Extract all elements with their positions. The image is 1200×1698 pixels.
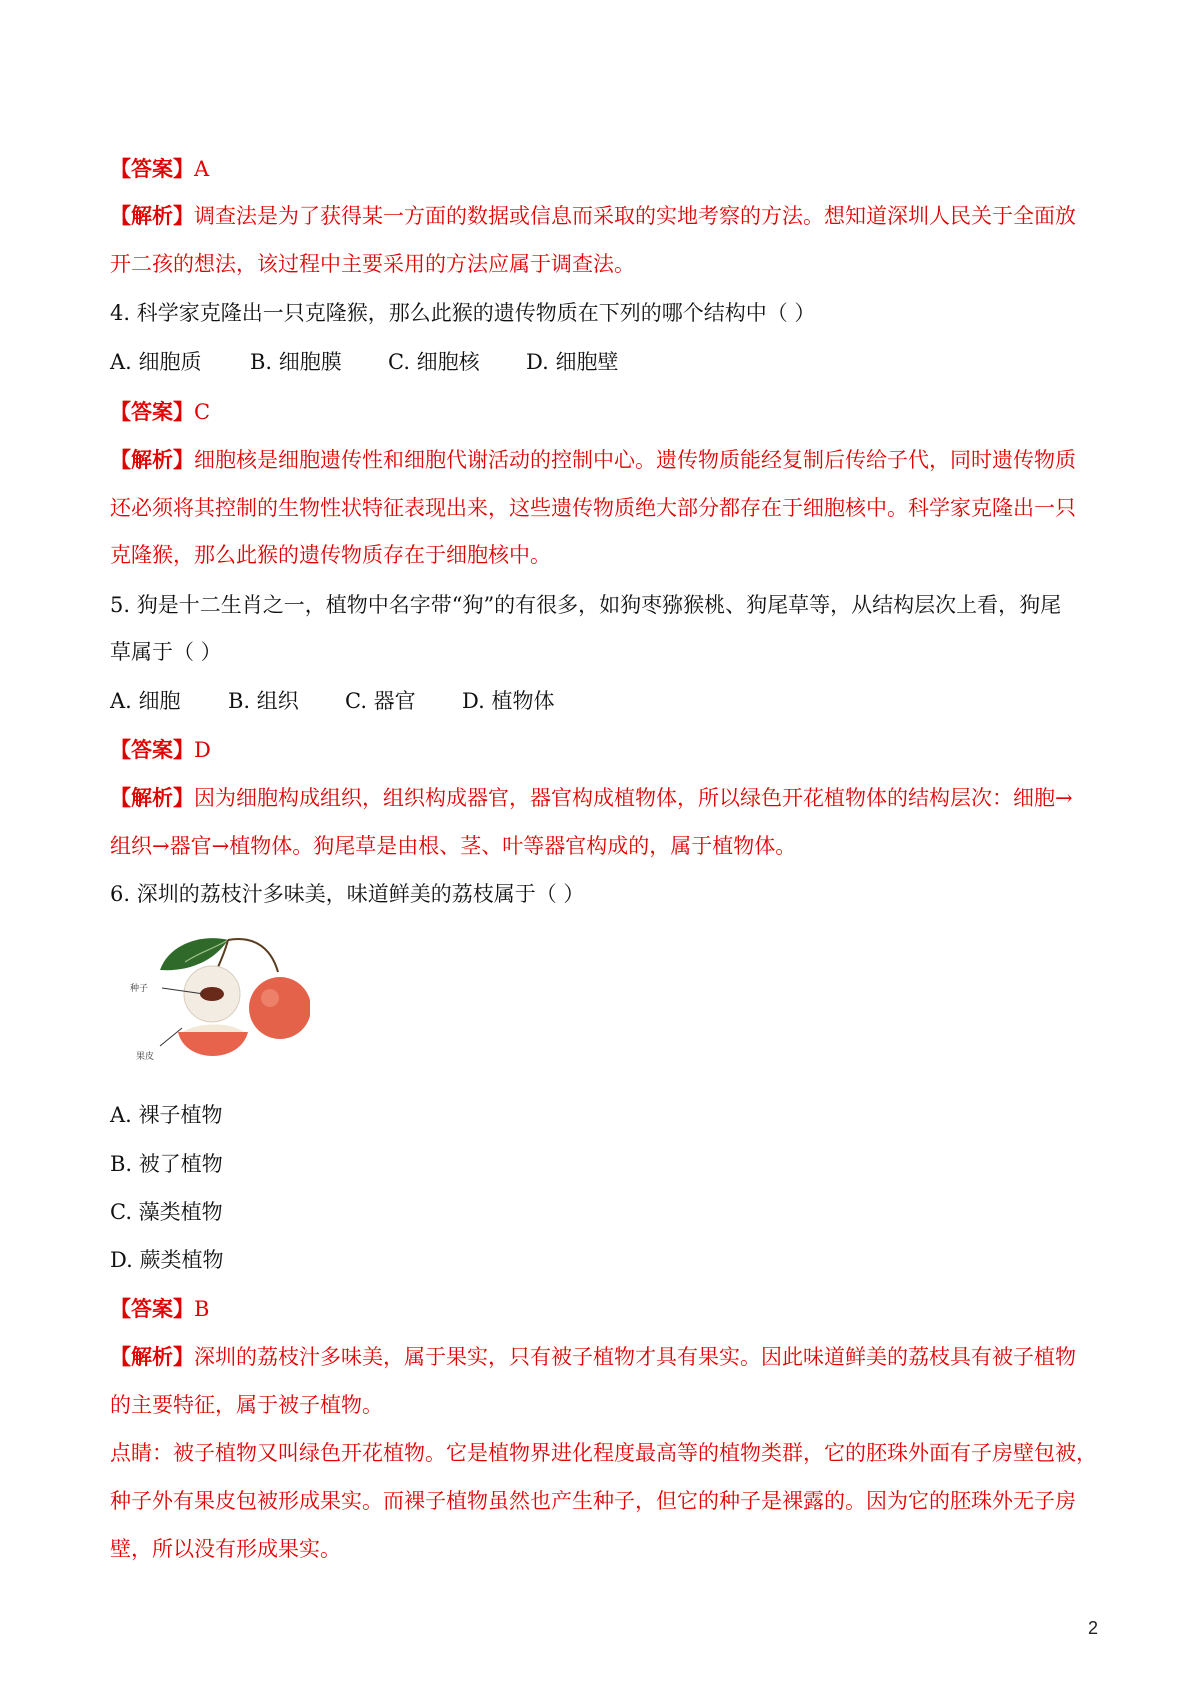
q5-analysis-line-1: 【解析】因为细胞构成组织，组织构成器官，器官构成植物体，所以绿色开花植物体的结构层次：细胞→: [110, 785, 1073, 810]
q4-option-b: B. 细胞膜: [250, 350, 342, 374]
q4-question: 4. 科学家克隆出一只克隆猴，那么此猴的遗传物质在下列的哪个结构中（ ）: [110, 301, 816, 325]
q6-answer: 【答案】B: [110, 1296, 210, 1321]
q5-option-b: B. 组织: [228, 689, 299, 713]
q3-analysis-line-1: 【解析】调查法是为了获得某一方面的数据或信息而采取的实地考察的方法。想知道深圳人民关于全面放: [110, 203, 1076, 228]
q6-analysis-line-2: 的主要特征，属于被子植物。: [110, 1393, 383, 1417]
q4-option-d: D. 细胞壁: [526, 350, 619, 374]
q6-option-b: B. 被了植物: [110, 1152, 223, 1176]
peel-inner-icon: [182, 1025, 244, 1033]
q5-option-c: C. 器官: [345, 689, 416, 713]
q5-question-line-1: 5. 狗是十二生肖之一，植物中名字带“狗”的有很多，如狗枣猕猴桃、狗尾草等，从结构层次上看，狗尾: [110, 593, 1062, 617]
peel-label: 果皮: [136, 1052, 155, 1062]
q6-option-c: C. 藻类植物: [110, 1200, 223, 1224]
q5-option-d: D. 植物体: [462, 689, 555, 713]
q4-answer: 【答案】C: [110, 399, 211, 424]
page-number: 2: [1088, 1618, 1099, 1638]
lychee-figure: [130, 922, 310, 1062]
lychee-fruit-icon: [249, 977, 310, 1039]
q4-option-c: C. 细胞核: [388, 350, 480, 374]
q6-question: 6. 深圳的荔枝汁多味美，味道鲜美的荔枝属于（ ）: [110, 882, 585, 906]
q4-analysis-line-3: 克隆猴，那么此猴的遗传物质存在于细胞核中。: [110, 543, 551, 567]
lychee-highlight-icon: [261, 989, 279, 1007]
stem-icon: [228, 939, 278, 972]
q4-option-a: A. 细胞质: [110, 350, 202, 374]
q6-note-line-2: 种子外有果皮包被形成果实。而裸子植物虽然也产生种子，但它的种子是裸露的。因为它的胚珠外无子房: [110, 1489, 1076, 1513]
q5-analysis-line-2: 组织→器官→植物体。狗尾草是由根、茎、叶等器官构成的，属于植物体。: [110, 834, 797, 858]
q6-note-line-1: 点睛：被子植物又叫绿色开花植物。它是植物界进化程度最高等的植物类群，它的胚珠外面有子房壁包被，: [110, 1441, 1097, 1465]
q5-question-line-2: 草属于（ ）: [110, 640, 222, 664]
q5-options: [110, 686, 554, 716]
q6-analysis-line-1: 【解析】深圳的荔枝汁多味美，属于果实，只有被子植物才具有果实。因此味道鲜美的荔枝具有被子植物: [110, 1344, 1076, 1369]
q5-option-a: A. 细胞: [110, 689, 181, 713]
q6-note-line-3: 壁，所以没有形成果实。: [110, 1537, 341, 1561]
q5-answer: 【答案】D: [110, 737, 211, 762]
q4-analysis-line-2: 还必须将其控制的生物性状特征表现出来，这些遗传物质绝大部分都存在于细胞核中。科学家克隆出一只: [110, 496, 1076, 520]
seed-label: 种子: [130, 984, 149, 994]
peel-pointer: [160, 1028, 182, 1046]
q4-options: [110, 347, 618, 377]
q6-option-a: A. 裸子植物: [110, 1103, 223, 1127]
peel-icon: [178, 1032, 248, 1056]
q3-analysis-line-2: 开二孩的想法，该过程中主要采用的方法应属于调查法。: [110, 252, 635, 276]
q4-analysis-line-1: 【解析】细胞核是细胞遗传性和细胞代谢活动的控制中心。遗传物质能经复制后传给子代，同时遗传物质: [110, 447, 1076, 472]
q6-option-d: D. 蕨类植物: [110, 1248, 224, 1272]
q3-answer: 【答案】A: [110, 156, 210, 181]
